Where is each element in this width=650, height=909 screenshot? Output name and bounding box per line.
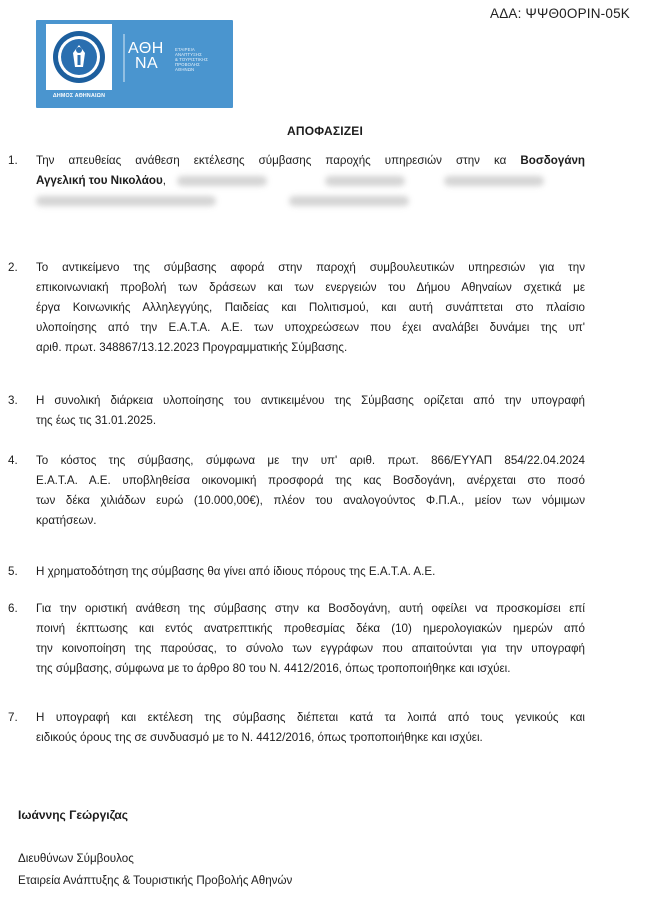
item-number: 6. bbox=[8, 602, 18, 615]
logo-subtitle-line: ΠΡΟΒΟΛΗΣ bbox=[175, 62, 200, 68]
item-number: 1. bbox=[8, 154, 18, 167]
item-text bbox=[36, 391, 585, 431]
item-number: 7. bbox=[8, 711, 18, 724]
decision-heading: ΑΠΟΦΑΣΙΖΕΙ bbox=[286, 124, 364, 138]
item-text bbox=[36, 708, 585, 748]
item-line: Αγγελική του Νικολάου, bbox=[36, 171, 585, 191]
item-line: των δέκα χιλιάδων ευρώ (10.000,00€), πλέον του αναλογούντος Φ.Π.Α., μείον των νόμιμων bbox=[36, 494, 585, 507]
item-line: την κοινοποίηση της παρούσας, το σύνολο των εγγράφων που απαιτούνται για την υπογραφή bbox=[36, 642, 585, 655]
item-line: έργα Κοινωνικής Αλληλεγγύης, Παιδείας και Πολιτισμού, και αυτή συνάπτεται στο πλαίσιο bbox=[36, 301, 585, 314]
item-line: ειδικούς όρους της σε συνδυασμό με το Ν. 4412/2016, όπως τροποποιήθηκε και ισχύει. bbox=[36, 731, 483, 744]
item-line: της σύμβασης, σύμφωνα με το άρθρο 80 του Ν. 4412/2016, όπως τροποποιήθηκε και ισχύει. bbox=[36, 662, 511, 675]
item-line: αριθ. πρωτ. 348867/13.12.2023 Προγραμματικής Σύμβασης. bbox=[36, 341, 348, 354]
item-text bbox=[36, 258, 585, 358]
item-line: υλοποίησης από την Ε.Α.Τ.Α. Α.Ε. των υποχρεώσεων που έχει αναλάβει δυνάμει της υπ' bbox=[36, 321, 585, 334]
redacted-area bbox=[444, 176, 544, 186]
redacted-area bbox=[177, 176, 267, 186]
item-text bbox=[36, 151, 585, 211]
item-line: ποινή έκπτωσης και εντός ανατρεπτικής προθεσμίας δέκα (10) ημερολογιακών ημερών από bbox=[36, 622, 585, 635]
item-line: Η υπογραφή και εκτέλεση της σύμβασης διέπεται κατά τα λοιπά από τους γενικούς και bbox=[36, 711, 585, 724]
item-number: 4. bbox=[8, 454, 18, 467]
item-line: επικοινωνιακή προβολή των δράσεων και των ενεργειών του Δήμου Αθηναίων σχετικά με bbox=[36, 281, 585, 294]
item-line: Η συνολική διάρκεια υλοποίησης του αντικειμένου της Σύμβασης ορίζεται από την υπογραφή bbox=[36, 394, 585, 407]
item-line: Την απευθείας ανάθεση εκτέλεσης σύμβασης παροχής υπηρεσιών στην κα Βοσδογάνη bbox=[36, 154, 585, 167]
item-text bbox=[36, 562, 585, 582]
item-line: Ε.Α.Τ.Α. Α.Ε. υποβληθείσα οικονομική προσφορά της κας Βοσδογάνη, ανέρχεται στο ποσό bbox=[36, 474, 585, 487]
item-line: Το κόστος της σύμβασης, σύμφωνα με την υπ' αριθ. πρωτ. 866/ΕΥΥΑΠ 854/22.04.2024 bbox=[36, 454, 585, 467]
signatory-name: Ιωάννης Γεώργιζας bbox=[18, 808, 129, 822]
item-text bbox=[36, 451, 585, 531]
logo-subtitle-line: ΑΝΑΠΤΥΞΗΣ bbox=[175, 52, 202, 58]
logo-subtitle bbox=[175, 47, 208, 72]
municipality-label: ΔΗΜΟΣ ΑΘΗΝΑΙΩΝ bbox=[52, 93, 106, 99]
item-line: της έως τις 31.01.2025. bbox=[36, 414, 157, 427]
logo-subtitle-line: ΑΘΗΝΩΝ bbox=[175, 67, 195, 73]
item-text bbox=[36, 599, 585, 679]
logo-banner bbox=[36, 20, 233, 108]
redacted-area bbox=[36, 196, 216, 206]
logo-brand-line2: ΝΑ bbox=[135, 55, 159, 72]
item-number: 5. bbox=[8, 565, 18, 578]
item-number: 3. bbox=[8, 394, 18, 407]
item-number: 2. bbox=[8, 261, 18, 274]
item-line: Για την οριστική ανάθεση της σύμβασης στην κα Βοσδογάνη, αυτή οφείλει να προσκομίσει επί bbox=[36, 602, 585, 615]
item-line: Το αντικείμενο της σύμβασης αφορά στην παροχή συμβουλευτικών υπηρεσιών για την bbox=[36, 261, 585, 274]
redacted-area bbox=[325, 176, 405, 186]
item-line: κρατήσεων. bbox=[36, 514, 97, 527]
signatory-organization: Εταιρεία Ανάπτυξης & Τουριστικής Προβολής Αθηνών bbox=[18, 874, 293, 887]
signatory-role: Διευθύνων Σύμβουλος bbox=[18, 852, 134, 865]
logo-subtitle-line: & ΤΟΥΡΙΣΤΙΚΗΣ bbox=[175, 57, 209, 63]
logo-subtitle-line: ΕΤΑΙΡΕΙΑ bbox=[175, 47, 195, 52]
item-line bbox=[36, 191, 585, 211]
item-line: Η χρηματοδότηση της σύμβασης θα γίνει από ίδιους πόρους της Ε.Α.Τ.Α. Α.Ε. bbox=[36, 565, 436, 578]
logo-brand-line1: ΑΘΗ bbox=[128, 40, 164, 57]
redacted-area bbox=[289, 196, 409, 206]
ada-code: ΑΔΑ: ΨΨΘ0ΟΡΙΝ-05Κ bbox=[489, 6, 630, 21]
logo-brand bbox=[128, 41, 164, 71]
